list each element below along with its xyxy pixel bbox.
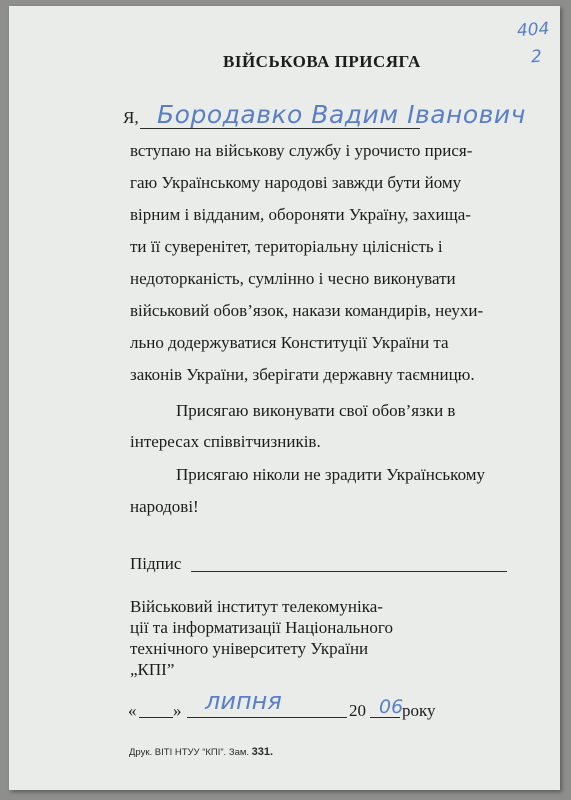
oath-line: Присягаю ніколи не зрадити Українському <box>176 465 486 484</box>
date-open-quote: « <box>128 701 137 720</box>
handwritten-month: липня <box>205 687 282 715</box>
signature-line <box>191 571 507 572</box>
year-prefix: 20 <box>349 701 366 720</box>
institution-line: технічного університету України <box>130 639 369 658</box>
oath-line: вірним і відданим, обороняти Україну, захища- <box>130 205 471 224</box>
institution-line: ції та інформатизації Національного <box>130 618 393 637</box>
handwritten-year: 06 <box>379 696 404 718</box>
oath-line: військовий обов’язок, накази командирів, неухи- <box>130 301 484 320</box>
oath-line: народові! <box>130 497 199 516</box>
oath-line: вступаю на військову службу і урочисто прися- <box>130 141 473 160</box>
oath-line: льно додержуватися Конституції України та <box>130 333 449 352</box>
archive-sub-number: 2 <box>530 46 543 68</box>
document-title: ВІЙСЬКОВА ПРИСЯГА <box>223 52 421 71</box>
print-footer <box>129 746 273 758</box>
intro-prefix: Я, <box>123 108 139 127</box>
oath-document <box>9 6 560 790</box>
oath-line: ти її суверенітет, територіальну цілісність і <box>130 237 443 256</box>
signature-label: Підпис <box>130 554 182 573</box>
institution-line: Військовий інститут телекомуніка- <box>130 597 383 616</box>
footer-order-number: 331. <box>251 746 274 758</box>
footer-text: Друк. ВІТІ НТУУ “КПІ”. Зам. <box>129 747 250 758</box>
date-close-quote: » <box>173 701 182 720</box>
archive-number: 404 <box>516 18 551 42</box>
oath-line: гаю Українському народові завжди бути йому <box>130 173 462 192</box>
day-blank <box>139 717 173 718</box>
institution-line: „КПІ” <box>130 660 175 679</box>
oath-line: законів України, зберігати державну таємницю. <box>130 365 475 384</box>
year-suffix: року <box>402 701 436 720</box>
month-underline <box>187 717 347 718</box>
oath-line: інтересах співвітчизників. <box>130 432 321 451</box>
handwritten-name: Бородавко Вадим Іванович <box>157 100 526 129</box>
oath-line: недоторканість, сумлінно і чесно виконувати <box>130 269 456 288</box>
oath-line: Присягаю виконувати свої обов’язки в <box>176 401 456 420</box>
